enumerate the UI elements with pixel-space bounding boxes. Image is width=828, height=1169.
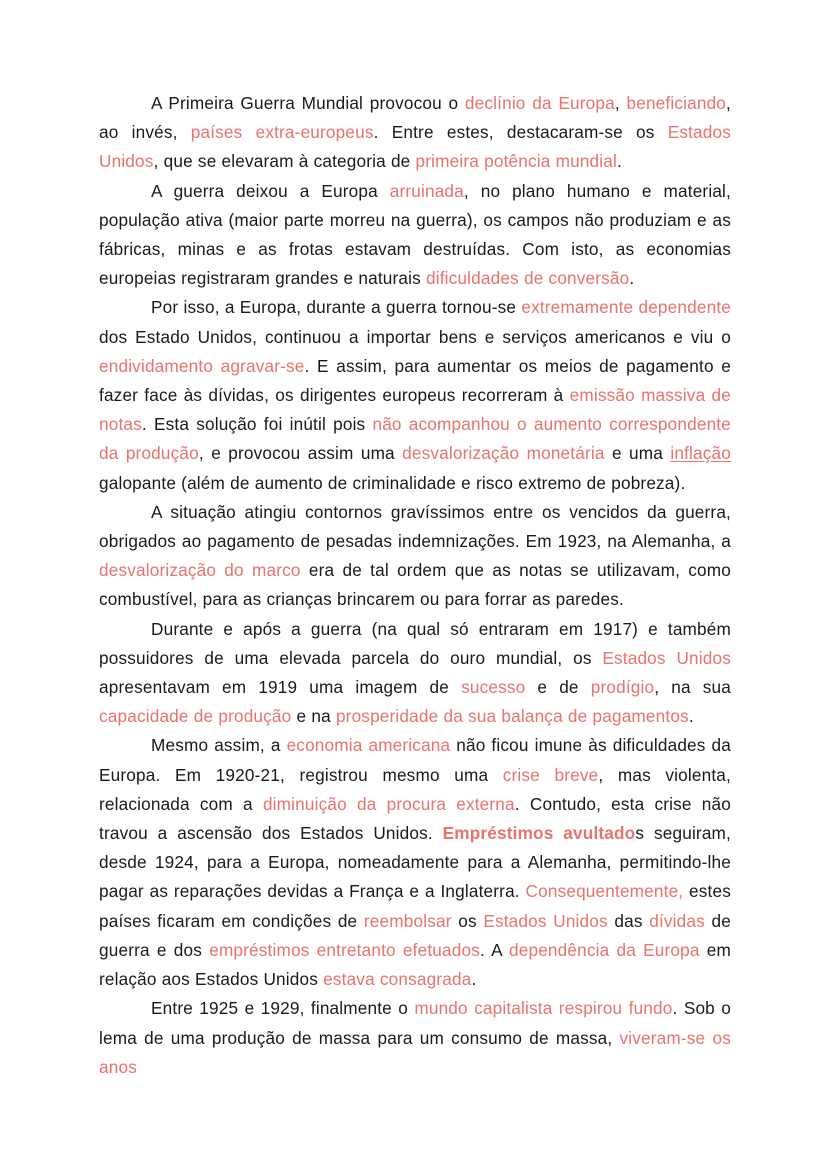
highlight-run: viveram-se os anos [99,1027,731,1077]
paragraph-4 [99,498,731,615]
paragraph-1 [99,89,731,177]
text-run: de guerra e dos [99,910,731,960]
paragraph-7 [99,994,731,1111]
text-run: A Primeira Guerra Mundial provocou o [151,93,465,113]
highlight-run: emissão massiva de notas [99,385,731,435]
highlight-run: empréstimos entretanto efetuados [209,939,480,960]
text-run: , no plano humano e material, população ativa (maior parte morreu na guerra), os campos não produziam e as fábricas, minas e as frotas estavam destruídas. Com isto, as economias europeias registraram grandes e naturais [99,180,731,289]
text-run: . [616,151,622,172]
text-run: dos Estado Unidos, continuou a importar bens e serviços americanos e viu o [99,326,731,347]
highlight-run: sucesso [461,677,526,698]
highlight-run: endividamento agravar-se [99,355,305,376]
highlight-run: dificuldades de conversão [426,268,630,289]
text-run: Durante e após a guerra (na qual só entraram em 1917) e também possuidores de uma elevada parcela do ouro mundial, os [99,618,731,668]
highlight-run: economia americana [286,735,451,756]
highlight-run: países extra-europeus [190,122,374,143]
highlight-underline-run: inflação [670,443,731,464]
highlight-run: prodígio [590,677,655,698]
highlight-run: Estados Unidos [602,647,731,668]
text-run: . Contudo, esta crise não travou a ascensão dos Estados Unidos. [99,793,731,844]
highlight-run: declínio da Europa [464,93,615,113]
highlight-run: crise breve [502,764,599,785]
highlight-run: não acompanhou o aumento correspondente da produção [99,414,731,464]
text-run: . E assim, para aumentar os meios de pagamento e fazer face às dívidas, os dirigentes europeus recorreram à [99,355,731,406]
text-run: . Entre estes, destacaram-se os [373,122,668,143]
highlight-run: primeira potência mundial [415,151,617,172]
highlight-run: desvalorização monetária [402,443,605,464]
paragraph-5 [99,615,731,732]
text-run: . [688,706,694,727]
document-text-body [99,89,731,1111]
highlight-run: arruinada [389,180,464,201]
highlight-run: mundo capitalista respirou fundo [414,998,673,1019]
highlight-run: Consequentemente, [525,881,684,902]
text-run: em relação aos Estados Unidos [99,939,731,990]
text-run: não ficou imune às dificuldades da Europa. Em 1920-21, registrou mesmo uma [99,735,731,785]
text-run: . [471,969,477,990]
text-run: e de [525,677,591,698]
highlight-run: estava consagrada [323,969,472,990]
text-run: estes países ficaram em condições de [99,881,731,931]
highlight-run: diminuição da procura externa [262,793,515,814]
text-run: , ao invés, [99,93,731,143]
text-run: era de tal ordem que as notas se utilizavam, como combustível, para as crianças brincarem ou para forrar as paredes. [99,560,731,610]
highlight-run: Estados Unidos [99,122,731,172]
text-run: e na [291,706,336,727]
text-run: , e provocou assim uma [198,443,403,464]
paragraph-3 [99,293,731,497]
text-run: galopante (além de aumento de criminalidade e risco extremo de pobreza). [99,472,686,493]
text-run: A guerra deixou a Europa [151,180,390,201]
highlight-run: prosperidade da sua balança de pagamentos [335,706,689,727]
highlight-run: dívidas [649,910,705,931]
text-run: e uma [604,443,671,464]
text-run: . Sob o lema de uma produção de massa para um consumo de massa, [99,998,732,1048]
text-run: apresentavam em 1919 uma imagem de [99,677,462,698]
highlight-run: Estados Unidos [483,910,608,931]
text-run: Por isso, a Europa, durante a guerra tornou-se [151,297,522,318]
text-run: . A [479,939,509,960]
paragraph-6 [99,731,731,994]
text-run: Entre 1925 e 1929, finalmente o [151,998,415,1019]
text-run: s seguiram, desde 1924, para a Europa, nomeadamente para a Alemanha, permitindo-lhe pagar as reparações devidas a França e a Inglaterra. [99,823,731,902]
highlight-run: beneficiando [626,93,727,113]
highlight-run: desvalorização do marco [99,560,301,581]
text-run: A situação atingiu contornos gravíssimos entre os vencidos da guerra, obrigados ao pagamento de pesadas indemnizações. Em 1923, na Alemanha, a [99,501,731,552]
highlight-run: extremamente dependente [521,297,731,318]
highlight-run: dependência da Europa [509,939,700,960]
text-run: . Esta solução foi inútil pois [141,414,373,435]
text-run: , mas violenta, relacionada com a [99,764,731,814]
highlight-bold-run: Empréstimos avultado [442,823,636,844]
highlight-run: capacidade de produção [99,706,292,727]
text-run: . [629,268,635,289]
paragraph-2 [99,177,731,294]
text-run: , [614,93,627,113]
text-run: os [451,910,484,931]
text-run: , que se elevaram à categoria de [153,151,416,172]
text-run: das [607,910,650,931]
text-run: Mesmo assim, a [151,735,287,756]
highlight-run: reembolsar [363,910,452,931]
text-run: , na sua [654,677,731,698]
